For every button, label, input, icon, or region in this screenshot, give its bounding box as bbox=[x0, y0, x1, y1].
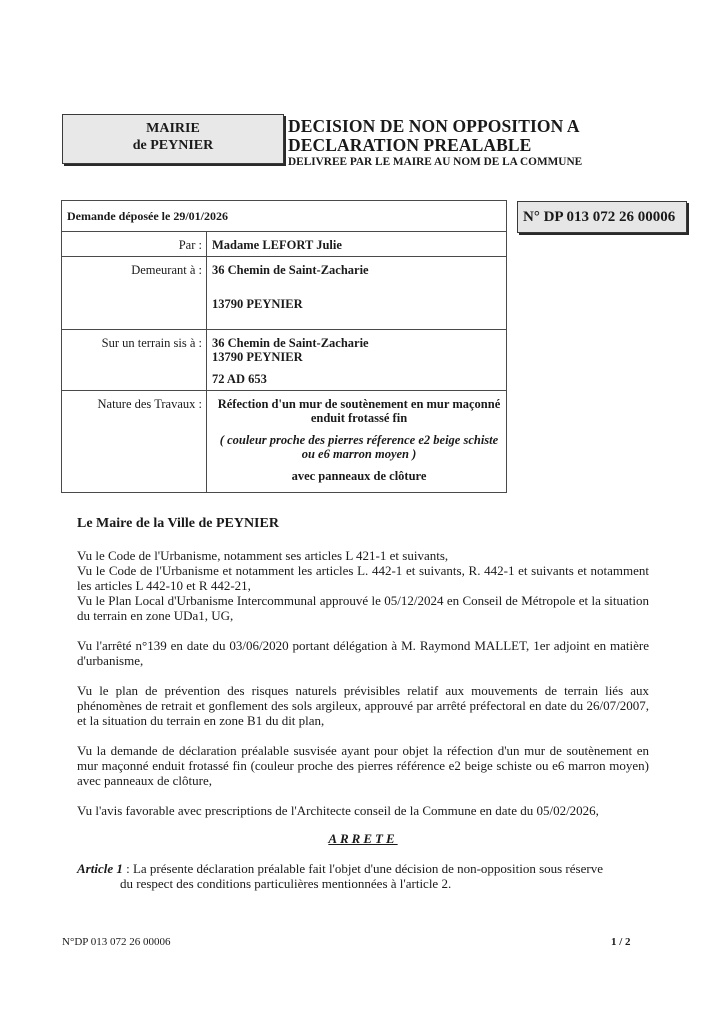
article-1-continuation: du respect des conditions particulières mentionnées à l'article 2. bbox=[120, 876, 452, 891]
considerant-4: Vu l'arrêté n°139 en date du 03/06/2020 portant délégation à M. Raymond MALLET, 1er adjoint en matière d'urbanisme, bbox=[77, 638, 649, 668]
works-label: Nature des Travaux : bbox=[62, 391, 207, 493]
mairie-box bbox=[62, 114, 284, 164]
considerant-5: Vu le plan de prévention des risques naturels prévisibles relatif aux mouvements de terrain liés aux phénomènes de retrait et gonflement des sols argileux, approuvé par arrêté préfectoral en date du 26/07/2007, et la situation du terrain en zone B1 du dit plan, bbox=[77, 683, 649, 728]
article-1 bbox=[77, 861, 649, 891]
arrete-heading: ARRETE bbox=[328, 831, 398, 846]
mairie-label: MAIRIE bbox=[146, 121, 200, 136]
article-1-text: : La présente déclaration préalable fait l'objet d'une décision de non-opposition sous réserve bbox=[122, 861, 603, 876]
commune-label: de PEYNIER bbox=[132, 138, 214, 153]
land-value: 36 Chemin de Saint-Zacharie 13790 PEYNIER 72 AD 653 bbox=[207, 330, 507, 391]
request-table bbox=[61, 200, 507, 493]
page-number: 1 / 2 bbox=[611, 936, 631, 948]
footer-reference: N°DP 013 072 26 00006 bbox=[62, 936, 171, 948]
land-label: Sur un terrain sis à : bbox=[62, 330, 207, 391]
deposit-date: Demande déposée le 29/01/2026 bbox=[62, 201, 507, 232]
considerant-2: Vu le Code de l'Urbanisme et notamment les articles L. 442-1 et suivants, R. 442-1 et suivants et notamment les articles L 442-10 et R 442-21, bbox=[77, 563, 649, 593]
maire-title: Le Maire de la Ville de PEYNIER bbox=[77, 516, 279, 531]
title-line-1: DECISION DE NON OPPOSITION A bbox=[288, 116, 580, 136]
residence-value: 36 Chemin de Saint-Zacharie 13790 PEYNIER bbox=[207, 257, 507, 330]
table-row bbox=[62, 257, 507, 330]
table-row bbox=[62, 232, 507, 257]
applicant-value: Madame LEFORT Julie bbox=[207, 232, 507, 257]
article-1-label: Article 1 bbox=[77, 861, 123, 876]
table-row bbox=[62, 391, 507, 493]
considerant-1: Vu le Code de l'Urbanisme, notamment ses articles L 421-1 et suivants, bbox=[77, 548, 449, 563]
applicant-label: Par : bbox=[62, 232, 207, 257]
residence-label: Demeurant à : bbox=[62, 257, 207, 330]
dossier-number-box: N° DP 013 072 26 00006 bbox=[517, 201, 687, 233]
considerant-7: Vu l'avis favorable avec prescriptions de l'Architecte conseil de la Commune en date du 05/02/2026, bbox=[77, 803, 599, 818]
title-line-2: DECLARATION PREALABLE bbox=[288, 135, 532, 155]
table-row bbox=[62, 330, 507, 391]
considerant-6: Vu la demande de déclaration préalable susvisée ayant pour objet la réfection d'un mur de soutènement en mur maçonné enduit frotassé fin (couleur proche des pierres référence e2 beige schiste ou e6 marron moyen) avec panneaux de clôture, bbox=[77, 743, 649, 788]
document-title bbox=[288, 117, 582, 170]
considerant-3: Vu le Plan Local d'Urbanisme Intercommunal approuvé le 05/12/2024 en Conseil de Métropole et la situation du terrain en zone UDa1, UG, bbox=[77, 593, 649, 623]
decision-body bbox=[77, 516, 649, 891]
works-value: Réfection d'un mur de soutènement en mur maçonné enduit frotassé fin ( couleur proche des pierres réference e2 beige schiste ou e6 marron moyen ) avec panneaux de clôture bbox=[207, 391, 507, 493]
title-subtitle: DELIVREE PAR LE MAIRE AU NOM DE LA COMMUNE bbox=[288, 156, 583, 168]
